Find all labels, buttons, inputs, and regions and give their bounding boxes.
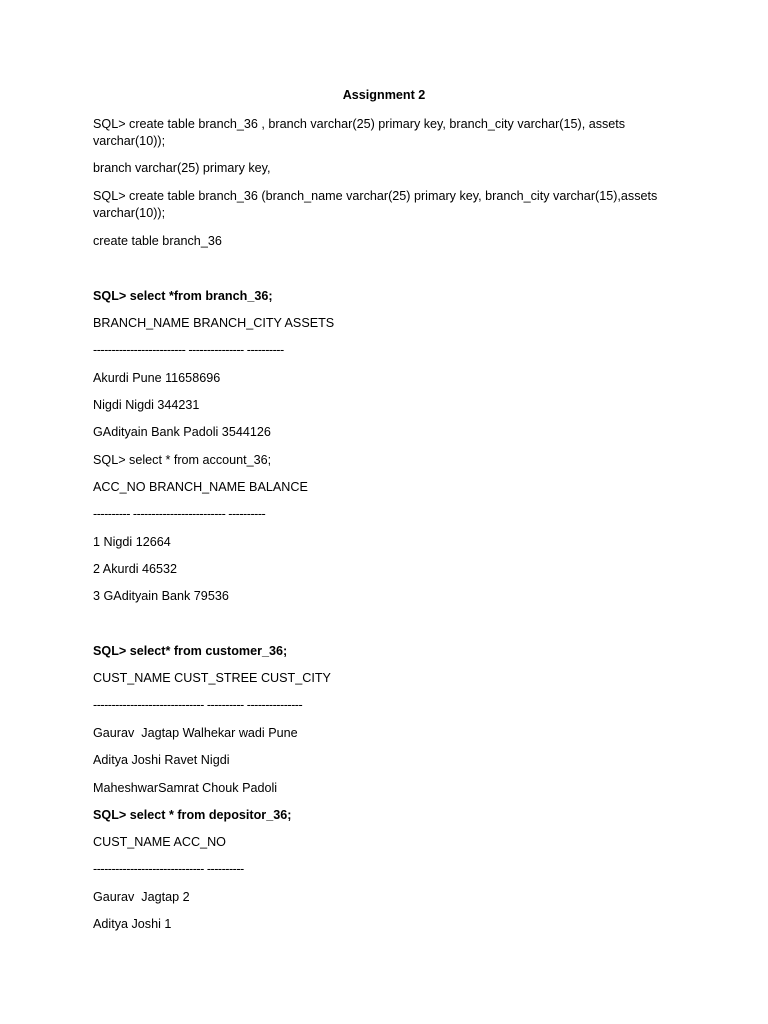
sql-query-customer: SQL> select* from customer_36; [93, 644, 288, 658]
result-row: Gaurav Jagtap 2 [93, 890, 190, 904]
result-row: 2 Akurdi 46532 [93, 562, 178, 576]
text-line: branch varchar(25) primary key, [93, 161, 271, 175]
result-row: Aditya Joshi 1 [93, 917, 172, 931]
sql-query-depositor: SQL> select * from depositor_36; [93, 808, 292, 822]
result-row: Nigdi Nigdi 344231 [93, 398, 200, 412]
result-separator: ------------------------------ ---------- --------------- [93, 698, 303, 712]
result-row: MaheshwarSamrat Chouk Padoli [93, 781, 278, 795]
result-row: Akurdi Pune 11658696 [93, 371, 221, 385]
sql-create-statement-1: SQL> create table branch_36 , branch varchar(25) primary key, branch_city varchar(15), assets varchar(10)); [93, 117, 629, 148]
result-row: 3 GAdityain Bank 79536 [93, 589, 229, 603]
result-header: ACC_NO BRANCH_NAME BALANCE [93, 480, 308, 494]
result-header: BRANCH_NAME BRANCH_CITY ASSETS [93, 316, 335, 330]
sql-query-account: SQL> select * from account_36; [93, 453, 272, 467]
document-title: Assignment 2 [342, 88, 426, 102]
result-row: Aditya Joshi Ravet Nigdi [93, 753, 230, 767]
result-row: GAdityain Bank Padoli 3544126 [93, 425, 271, 439]
sql-create-statement-2: SQL> create table branch_36 (branch_name varchar(25) primary key, branch_city varchar(15),assets varchar(10)); [93, 189, 661, 220]
result-separator: ---------- ------------------------- ---------- [93, 507, 266, 521]
result-header: CUST_NAME ACC_NO [93, 835, 226, 849]
result-row: Gaurav Jagtap Walhekar wadi Pune [93, 726, 298, 740]
result-header: CUST_NAME CUST_STREE CUST_CITY [93, 671, 331, 685]
text-line: create table branch_36 [93, 234, 222, 248]
result-separator: ------------------------------ ---------- [93, 862, 244, 876]
result-row: 1 Nigdi 12664 [93, 535, 171, 549]
sql-query-branch: SQL> select *from branch_36; [93, 289, 273, 303]
result-separator: ------------------------- --------------- ---------- [93, 343, 284, 357]
